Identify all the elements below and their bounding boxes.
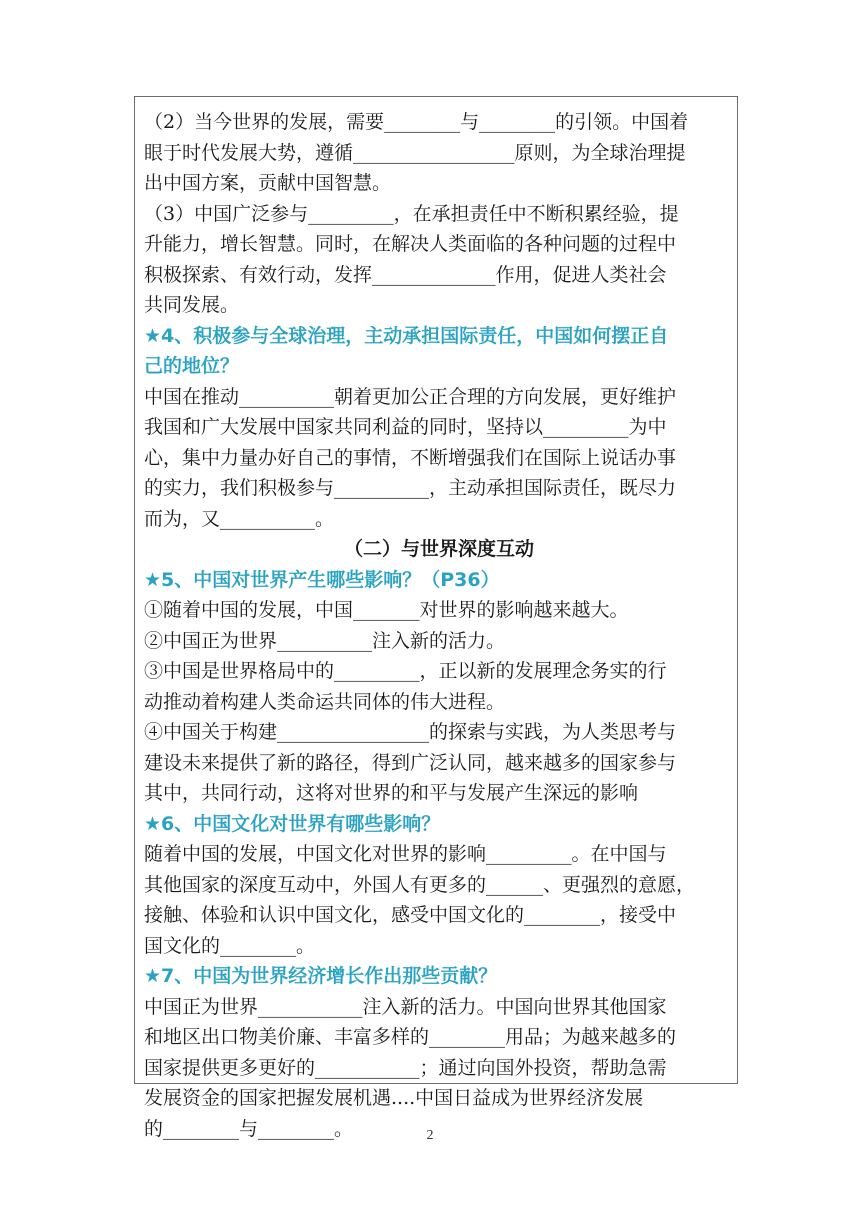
text-line: 共同发展。 (144, 294, 240, 316)
text-line: 和地区出口物美价廉、丰富多样的________用品；为越来越多的 (144, 1026, 677, 1048)
text-line: 国家提供更多更好的___________；通过向国外投资，帮助急需 (144, 1056, 667, 1079)
text-line: 积极探索、有效行动，发挥_____________作用，促进人类社会 (144, 263, 667, 286)
text-line: 其中，共同行动，这将对世界的和平与发展产生深远的影响 (144, 782, 639, 804)
text-line: 心，集中力量办好自己的事情，不断增强我们在国际上说话办事 (144, 446, 677, 469)
text-line: 接触、体验和认识中国文化，感受中国文化的________，接受中 (144, 904, 677, 926)
text-line: 的________与________。 (144, 1117, 354, 1140)
question-line: ★5、中国对世界产生哪些影响？（P36） (144, 568, 500, 591)
text-line: 随着中国的发展，中国文化对世界的影响_________。在中国与 (144, 843, 667, 865)
text-line: 出中国方案，贡献中国智慧。 (144, 172, 392, 194)
question-line: ★7、中国为世界经济增长作出那些贡献？ (144, 965, 498, 987)
question-line: ★6、中国文化对世界有哪些影响？ (144, 812, 441, 835)
question-line: ★4、积极参与全球治理，主动承担国际责任，中国如何摆正自 (144, 324, 669, 347)
text-line: 其他国家的深度互动中，外国人有更多的______、更强烈的意愿， (144, 873, 696, 896)
question-line: 己的地位？ (144, 355, 240, 377)
section-heading: （二）与世界深度互动 (343, 538, 534, 560)
text-line: 国文化的________。 (144, 934, 316, 957)
text-line: 我国和广大发展中国家共同利益的同时，坚持以_________为中 (144, 416, 667, 438)
text-line: 中国在推动__________朝着更加公正合理的方向发展，更好维护 (144, 385, 677, 408)
text-line: 动推动着构建人类命运共同体的伟大进程。 (144, 690, 506, 713)
text-line: 升能力，增长智慧。同时，在解决人类面临的各种问题的过程中 (144, 233, 677, 255)
text-line: 的实力，我们积极参与__________，主动承担国际责任，既尽力 (144, 477, 677, 499)
page-number: 2 (426, 1128, 434, 1143)
text-line: 中国正为世界___________注入新的活力。中国向世界其他国家 (144, 995, 667, 1018)
text-line: 发展资金的国家把握发展机遇....中国日益成为世界经济发展 (144, 1087, 644, 1109)
text-line: 眼于时代发展大势，遵循_________________原则，为全球治理提 (144, 141, 686, 164)
text-line: （3）中国广泛参与_________，在承担责任中不断积累经验，提 (144, 202, 679, 225)
text-line: 建设未来提供了新的路径，得到广泛认同，越来越多的国家参与 (144, 751, 677, 774)
text-line: ②中国正为世界__________注入新的活力。 (144, 629, 506, 652)
document-content (144, 107, 734, 1144)
text-line: ③中国是世界格局中的_________，正以新的发展理念务实的行 (144, 660, 667, 682)
text-line: （2）当今世界的发展，需要________与________的引领。中国着 (144, 111, 689, 133)
text-line: ①随着中国的发展，中国_______对世界的影响越来越大。 (144, 599, 629, 621)
text-line: 而为，又__________。 (144, 507, 335, 530)
text-line: ④中国关于构建________________的探索与实践，为人类思考与 (144, 721, 677, 743)
